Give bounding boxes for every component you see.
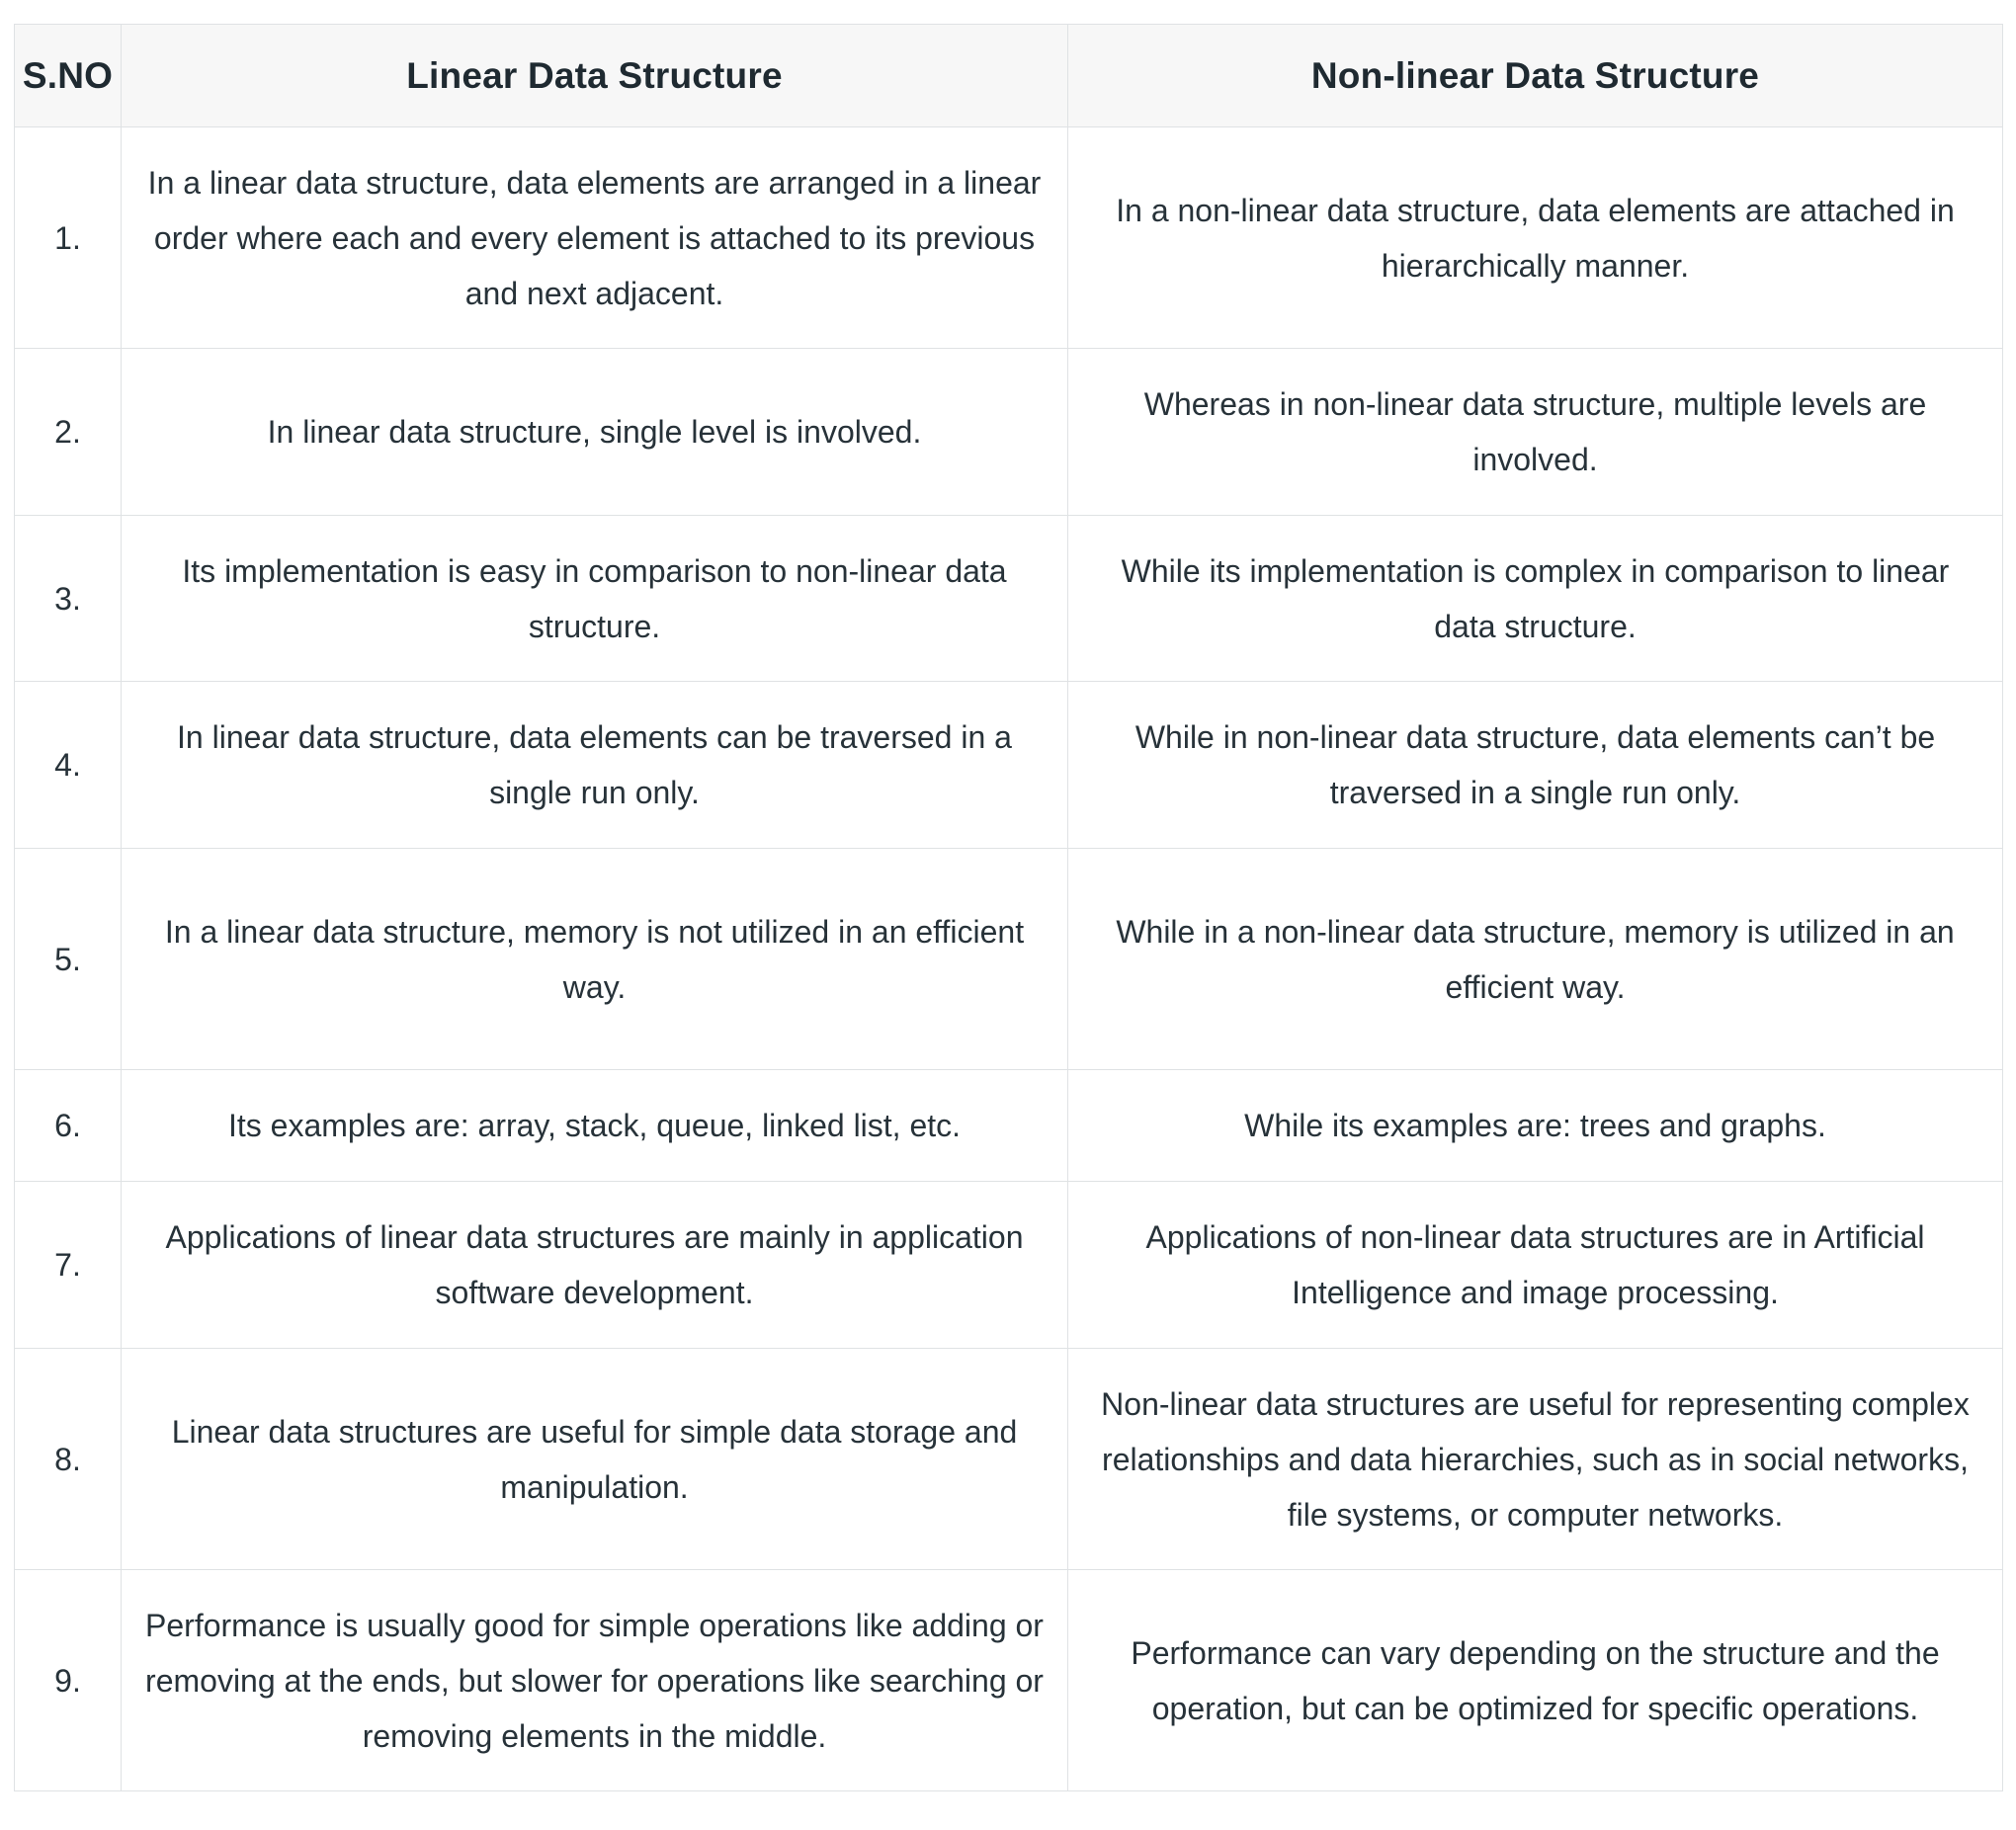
comparison-table — [14, 24, 2003, 1791]
header-row — [15, 25, 2003, 127]
table-body — [15, 127, 2003, 1791]
cell-linear: In linear data structure, single level is involved. — [122, 349, 1068, 516]
cell-linear: Its examples are: array, stack, queue, linked list, etc. — [122, 1070, 1068, 1182]
header-linear: Linear Data Structure — [122, 25, 1068, 127]
cell-sno: 6. — [15, 1070, 122, 1182]
cell-nonlinear: Whereas in non-linear data structure, multiple levels are involved. — [1068, 349, 2003, 516]
cell-sno: 8. — [15, 1349, 122, 1570]
cell-nonlinear: While in a non-linear data structure, memory is utilized in an efficient way. — [1068, 849, 2003, 1070]
table-row — [15, 682, 2003, 849]
cell-sno: 7. — [15, 1182, 122, 1349]
cell-sno: 3. — [15, 516, 122, 682]
table-header — [15, 25, 2003, 127]
cell-nonlinear: While its implementation is complex in comparison to linear data structure. — [1068, 516, 2003, 682]
table-row — [15, 1070, 2003, 1182]
cell-nonlinear: While its examples are: trees and graphs. — [1068, 1070, 2003, 1182]
cell-sno: 5. — [15, 849, 122, 1070]
cell-nonlinear: Performance can vary depending on the structure and the operation, but can be optimized for specific operations. — [1068, 1570, 2003, 1791]
table-row — [15, 1349, 2003, 1570]
cell-linear: In linear data structure, data elements can be traversed in a single run only. — [122, 682, 1068, 849]
table-row — [15, 1570, 2003, 1791]
cell-linear: In a linear data structure, data elements are arranged in a linear order where each and every element is attached to its previous and next adjacent. — [122, 127, 1068, 349]
table-row — [15, 349, 2003, 516]
cell-nonlinear: Applications of non-linear data structures are in Artificial Intelligence and image processing. — [1068, 1182, 2003, 1349]
table-row — [15, 1182, 2003, 1349]
cell-linear: Performance is usually good for simple operations like adding or removing at the ends, but slower for operations like searching or removing elements in the middle. — [122, 1570, 1068, 1791]
cell-sno: 1. — [15, 127, 122, 349]
table-row — [15, 516, 2003, 682]
cell-linear: Applications of linear data structures are mainly in application software development. — [122, 1182, 1068, 1349]
header-nonlinear: Non-linear Data Structure — [1068, 25, 2003, 127]
cell-linear: Linear data structures are useful for simple data storage and manipulation. — [122, 1349, 1068, 1570]
cell-sno: 2. — [15, 349, 122, 516]
table-row — [15, 127, 2003, 349]
cell-linear: In a linear data structure, memory is not utilized in an efficient way. — [122, 849, 1068, 1070]
cell-sno: 9. — [15, 1570, 122, 1791]
cell-nonlinear: In a non-linear data structure, data elements are attached in hierarchically manner. — [1068, 127, 2003, 349]
cell-nonlinear: Non-linear data structures are useful for representing complex relationships and data hierarchies, such as in social networks, file systems, or computer networks. — [1068, 1349, 2003, 1570]
cell-sno: 4. — [15, 682, 122, 849]
header-sno: S.NO — [15, 25, 122, 127]
cell-nonlinear: While in non-linear data structure, data elements can’t be traversed in a single run only. — [1068, 682, 2003, 849]
cell-linear: Its implementation is easy in comparison to non-linear data structure. — [122, 516, 1068, 682]
table-row — [15, 849, 2003, 1070]
